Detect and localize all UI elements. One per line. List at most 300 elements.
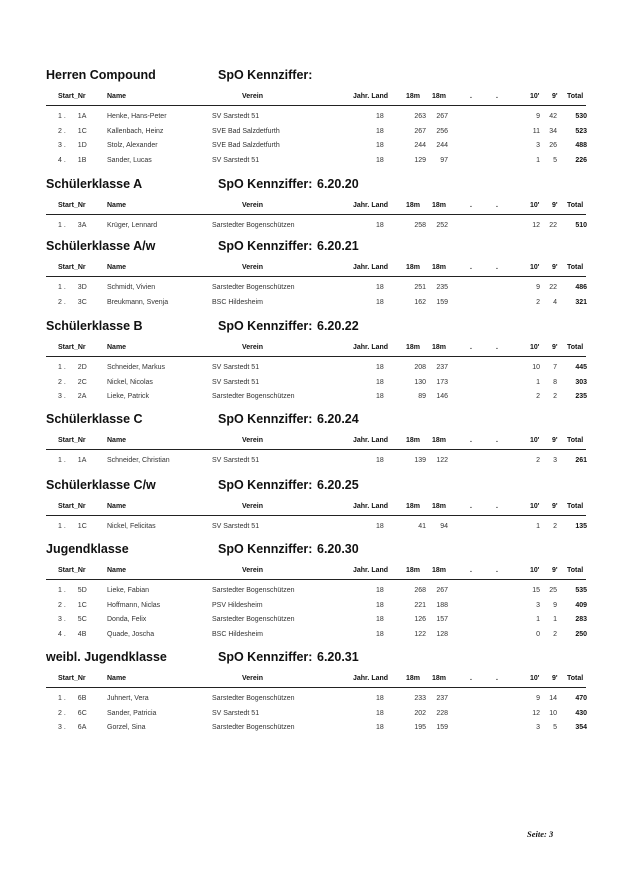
spo-code: 6.20.30: [317, 542, 359, 556]
score-18m-b: 228: [436, 709, 448, 717]
header-9: 9': [552, 567, 558, 574]
score-18m-a: 244: [414, 142, 426, 149]
start-nr: 1C: [77, 601, 87, 609]
rank-number: 1 .: [58, 523, 66, 530]
spo-label: SpO Kennziffer:: [218, 412, 313, 426]
header-jahr-land: [353, 93, 388, 100]
start-nr: 1C: [77, 127, 87, 135]
club: Sarstedter Bogenschützen: [212, 695, 295, 702]
spo-code: 6.20.21: [317, 239, 359, 253]
score-18m-a: 139: [414, 457, 426, 464]
club: Sarstedter Bogenschützen: [212, 587, 295, 594]
header-divider: [46, 579, 586, 580]
count-9: 22: [549, 284, 557, 291]
table-row: [0, 364, 620, 379]
rank-number: 3 .: [58, 393, 66, 400]
count-10: 3: [536, 724, 540, 731]
total-score: 486: [575, 284, 587, 291]
table-row: [0, 284, 620, 299]
land: 18: [376, 601, 384, 609]
column-header: [0, 202, 620, 212]
land: 18: [376, 724, 384, 731]
header-divider: [46, 515, 586, 516]
count-10: 1: [536, 616, 540, 623]
header-dot-2: .: [496, 503, 498, 510]
header-total: Total: [567, 202, 584, 209]
results-table: [0, 113, 620, 171]
rank-number: 1 .: [58, 284, 66, 291]
header-jahr-land: [353, 264, 388, 271]
count-9: 25: [549, 587, 557, 594]
athlete-name: Nickel, Nicolas: [107, 378, 153, 386]
start-nr: 6B: [77, 695, 87, 702]
header-land: Land: [371, 264, 389, 271]
start-nr: 3D: [77, 284, 87, 291]
table-row: [0, 128, 620, 143]
header-name: Name: [107, 202, 127, 209]
score-18m-b: 237: [436, 364, 448, 371]
rank-number: 2 .: [58, 378, 66, 386]
column-header: [0, 437, 620, 447]
score-18m-b: 97: [440, 156, 448, 164]
club: SV Sarstedt 51: [212, 364, 260, 371]
score-18m-a: 41: [418, 523, 426, 530]
club: SV Sarstedt 51: [212, 457, 260, 464]
club: Sarstedter Bogenschützen: [212, 222, 295, 229]
header-18m-b: 18m: [432, 437, 447, 444]
header-dot-1: .: [470, 264, 472, 271]
header-divider: [46, 687, 586, 688]
total-score: 250: [575, 630, 587, 638]
column-header: [0, 344, 620, 354]
column-header: [0, 567, 620, 577]
rank: [58, 157, 86, 164]
results-table: [0, 457, 620, 472]
start-nr: 5C: [77, 616, 87, 623]
count-10: 3: [536, 142, 540, 149]
header-10: 10': [530, 437, 540, 444]
score-18m-b: 235: [436, 284, 448, 291]
athlete-name: Schmidt, Vivien: [107, 284, 156, 291]
rank-number: 1 .: [58, 364, 66, 371]
table-row: [0, 393, 620, 408]
start-nr: 5D: [77, 587, 87, 594]
athlete-name: Nickel, Felicitas: [107, 523, 156, 530]
header-total: Total: [567, 344, 584, 351]
land: 18: [376, 156, 384, 164]
header-divider: [46, 276, 586, 277]
athlete-name: Juhnert, Vera: [107, 695, 149, 702]
header-jahr: Jahr.: [353, 93, 370, 100]
spo-code: 6.20.25: [317, 478, 359, 492]
header-10: 10': [530, 675, 540, 682]
club: Sarstedter Bogenschützen: [212, 616, 295, 623]
header-verein: Verein: [242, 264, 264, 271]
total-score: 261: [575, 457, 587, 464]
header-dot-2: .: [496, 93, 498, 100]
header-jahr: Jahr.: [353, 503, 370, 510]
land: 18: [376, 695, 384, 702]
score-18m-b: 159: [436, 724, 448, 731]
class-title: Schülerklasse B: [46, 319, 143, 333]
header-9: 9': [552, 503, 558, 510]
header-verein: Verein: [242, 93, 264, 100]
header-18m-a: 18m: [406, 567, 421, 574]
score-18m-b: 256: [436, 127, 448, 135]
page-number: Seite: 3: [527, 829, 554, 839]
rank: [58, 616, 87, 623]
score-18m-b: 267: [436, 587, 448, 594]
total-score: 135: [575, 523, 587, 530]
rank: [58, 393, 86, 400]
rank: [58, 113, 86, 120]
score-18m-a: 126: [414, 616, 426, 623]
rank: [58, 142, 87, 149]
header-18m-b: 18m: [432, 93, 447, 100]
score-18m-b: 252: [436, 222, 448, 229]
results-table: [0, 587, 620, 645]
results-table: [0, 523, 620, 538]
athlete-name: Quade, Joscha: [107, 630, 155, 638]
score-18m-a: 122: [414, 630, 426, 638]
header-jahr-land: [353, 437, 388, 444]
header-land: Land: [371, 202, 389, 209]
score-18m-a: 263: [414, 113, 426, 120]
header-dot-2: .: [496, 437, 498, 444]
count-10: 12: [532, 709, 540, 717]
count-10: 1: [536, 378, 540, 386]
club: PSV Hildesheim: [212, 601, 263, 609]
header-10: 10': [530, 264, 540, 271]
header-divider: [46, 449, 586, 450]
rank: [58, 695, 86, 702]
header-name: Name: [107, 437, 127, 444]
club: Sarstedter Bogenschützen: [212, 393, 295, 400]
rank: [58, 724, 86, 731]
spo-code: 6.20.24: [317, 412, 359, 426]
column-header: [0, 264, 620, 274]
rank-number: 1 .: [58, 113, 66, 120]
header-land: Land: [371, 437, 389, 444]
rank: [58, 379, 87, 386]
total-score: 510: [575, 222, 587, 229]
header-18m-b: 18m: [432, 344, 447, 351]
count-9: 22: [549, 222, 557, 229]
header-start-nr: Start_Nr: [58, 567, 86, 574]
athlete-name: Schneider, Christian: [107, 457, 170, 464]
total-score: 523: [575, 127, 587, 135]
header-jahr-land: [353, 344, 388, 351]
start-nr: 2C: [77, 378, 87, 386]
header-start-nr: Start_Nr: [58, 503, 86, 510]
header-9: 9': [552, 344, 558, 351]
count-9: 34: [549, 127, 557, 135]
header-18m-a: 18m: [406, 264, 421, 271]
count-10: 9: [536, 113, 540, 120]
header-dot-1: .: [470, 93, 472, 100]
land: 18: [376, 127, 384, 135]
header-jahr: Jahr.: [353, 437, 370, 444]
table-row: [0, 157, 620, 172]
header-18m-b: 18m: [432, 264, 447, 271]
athlete-name: Gorzel, Sina: [107, 724, 146, 731]
header-divider: [46, 214, 586, 215]
club: BSC Hildesheim: [212, 298, 263, 306]
club: SV Sarstedt 51: [212, 113, 260, 120]
header-dot-2: .: [496, 344, 498, 351]
score-18m-b: 267: [436, 113, 448, 120]
score-18m-b: 188: [436, 601, 448, 609]
land: 18: [376, 709, 384, 717]
header-9: 9': [552, 264, 558, 271]
count-10: 10: [532, 364, 540, 371]
total-score: 430: [575, 709, 587, 717]
header-verein: Verein: [242, 437, 264, 444]
start-nr: 1B: [77, 156, 87, 164]
land: 18: [376, 393, 384, 400]
club: Sarstedter Bogenschützen: [212, 724, 295, 731]
class-title: Jugendklasse: [46, 542, 129, 556]
header-land: Land: [371, 503, 389, 510]
rank: [58, 299, 87, 306]
rank-number: 2 .: [58, 298, 66, 306]
header-verein: Verein: [242, 202, 264, 209]
club: SV Sarstedt 51: [212, 378, 260, 386]
header-name: Name: [107, 503, 127, 510]
count-10: 15: [532, 587, 540, 594]
header-name: Name: [107, 567, 127, 574]
class-title: Schülerklasse A/w: [46, 239, 156, 253]
total-score: 354: [575, 724, 587, 731]
athlete-name: Sander, Patricia: [107, 709, 157, 717]
athlete-name: Lieke, Fabian: [107, 587, 150, 594]
table-row: [0, 142, 620, 157]
header-start-nr: Start_Nr: [58, 264, 86, 271]
rank-number: 3 .: [58, 616, 66, 623]
score-18m-a: 162: [414, 298, 426, 306]
header-18m-b: 18m: [432, 567, 447, 574]
count-9: 5: [553, 156, 557, 164]
total-score: 283: [575, 616, 587, 623]
header-dot-1: .: [470, 567, 472, 574]
table-row: [0, 299, 620, 314]
class-title: Herren Compound: [46, 68, 156, 82]
header-land: Land: [371, 567, 389, 574]
class-title: Schülerklasse C: [46, 412, 143, 426]
header-verein: Verein: [242, 344, 264, 351]
header-jahr-land: [353, 202, 388, 209]
header-total: Total: [567, 437, 584, 444]
athlete-name: Hoffmann, Niclas: [107, 601, 161, 609]
header-divider: [46, 356, 586, 357]
land: 18: [376, 284, 384, 291]
club: SV Sarstedt 51: [212, 523, 260, 530]
score-18m-b: 237: [436, 695, 448, 702]
header-10: 10': [530, 93, 540, 100]
rank: [58, 364, 87, 371]
rank: [58, 523, 87, 530]
column-header: [0, 675, 620, 685]
count-9: 14: [549, 695, 557, 702]
score-18m-a: 129: [414, 156, 426, 164]
spo-code: 6.20.22: [317, 319, 359, 333]
header-name: Name: [107, 344, 127, 351]
count-10: 2: [536, 457, 540, 464]
athlete-name: Kallenbach, Heinz: [107, 127, 164, 135]
table-row: [0, 710, 620, 725]
rank: [58, 222, 86, 229]
header-dot-1: .: [470, 437, 472, 444]
land: 18: [376, 222, 384, 229]
total-score: 409: [575, 601, 587, 609]
total-score: 303: [575, 378, 587, 386]
spo-code: 6.20.31: [317, 650, 359, 664]
start-nr: 1A: [77, 457, 87, 464]
header-dot-2: .: [496, 202, 498, 209]
results-table: [0, 364, 620, 408]
land: 18: [376, 142, 384, 149]
count-10: 9: [536, 284, 540, 291]
spo-label: SpO Kennziffer:: [218, 650, 313, 664]
start-nr: 2D: [77, 364, 87, 371]
rank-number: 4 .: [58, 630, 66, 638]
start-nr: 1D: [77, 142, 87, 149]
results-table: [0, 695, 620, 739]
athlete-name: Lieke, Patrick: [107, 393, 150, 400]
rank-number: 2 .: [58, 127, 66, 135]
score-18m-a: 130: [414, 378, 426, 386]
rank-number: 1 .: [58, 222, 66, 229]
header-total: Total: [567, 93, 584, 100]
header-jahr: Jahr.: [353, 675, 370, 682]
header-total: Total: [567, 264, 584, 271]
start-nr: 2A: [77, 393, 87, 400]
count-10: 3: [536, 601, 540, 609]
athlete-name: Breukmann, Svenja: [107, 298, 169, 306]
table-row: [0, 379, 620, 394]
table-row: [0, 616, 620, 631]
header-10: 10': [530, 567, 540, 574]
start-nr: 1C: [77, 523, 87, 530]
header-total: Total: [567, 567, 584, 574]
rank-number: 1 .: [58, 587, 66, 594]
header-divider: [46, 105, 586, 106]
spo-label: SpO Kennziffer:: [218, 478, 313, 492]
count-10: 1: [536, 156, 540, 164]
start-nr: 3A: [77, 222, 87, 229]
header-10: 10': [530, 202, 540, 209]
count-10: 12: [532, 222, 540, 229]
athlete-name: Stolz, Alexander: [107, 142, 158, 149]
spo-label: SpO Kennziffer:: [218, 542, 313, 556]
table-row: [0, 602, 620, 617]
table-row: [0, 631, 620, 646]
land: 18: [376, 587, 384, 594]
score-18m-a: 233: [414, 695, 426, 702]
header-jahr: Jahr.: [353, 264, 370, 271]
header-land: Land: [371, 344, 389, 351]
spo-code: 6.20.20: [317, 177, 359, 191]
table-row: [0, 222, 620, 237]
column-header: [0, 93, 620, 103]
header-name: Name: [107, 264, 127, 271]
score-18m-b: 159: [436, 298, 448, 306]
header-jahr: Jahr.: [353, 344, 370, 351]
header-dot-2: .: [496, 264, 498, 271]
count-9: 9: [553, 601, 557, 609]
header-10: 10': [530, 344, 540, 351]
header-jahr: Jahr.: [353, 567, 370, 574]
rank-number: 3 .: [58, 142, 66, 149]
score-18m-a: 251: [414, 284, 426, 291]
score-18m-b: 244: [436, 142, 448, 149]
land: 18: [376, 364, 384, 371]
header-18m-b: 18m: [432, 503, 447, 510]
header-start-nr: Start_Nr: [58, 93, 86, 100]
start-nr: 1A: [77, 113, 87, 120]
rank: [58, 457, 86, 464]
score-18m-a: 267: [414, 127, 426, 135]
count-9: 2: [553, 523, 557, 530]
land: 18: [376, 523, 384, 530]
header-land: Land: [371, 675, 389, 682]
header-9: 9': [552, 93, 558, 100]
header-jahr-land: [353, 503, 388, 510]
column-header: [0, 503, 620, 513]
rank: [58, 284, 87, 291]
rank-number: 2 .: [58, 601, 66, 609]
count-9: 10: [549, 709, 557, 717]
table-row: [0, 457, 620, 472]
club: SVE Bad Salzdetfurth: [212, 142, 280, 149]
header-18m-b: 18m: [432, 675, 447, 682]
rank: [58, 602, 87, 609]
header-dot-1: .: [470, 202, 472, 209]
header-dot-2: .: [496, 567, 498, 574]
total-score: 226: [575, 156, 587, 164]
rank: [58, 587, 87, 594]
header-total: Total: [567, 675, 584, 682]
header-dot-2: .: [496, 675, 498, 682]
total-score: 530: [575, 113, 587, 120]
rank-number: 1 .: [58, 695, 66, 702]
count-10: 11: [532, 127, 540, 135]
header-18m-a: 18m: [406, 437, 421, 444]
score-18m-a: 202: [414, 709, 426, 717]
header-total: Total: [567, 503, 584, 510]
land: 18: [376, 630, 384, 638]
table-row: [0, 695, 620, 710]
score-18m-b: 128: [436, 630, 448, 638]
count-9: 3: [553, 457, 557, 464]
total-score: 321: [575, 298, 587, 306]
land: 18: [376, 457, 384, 464]
table-row: [0, 113, 620, 128]
count-10: 2: [536, 298, 540, 306]
score-18m-a: 258: [414, 222, 426, 229]
rank: [58, 710, 87, 717]
count-9: 1: [553, 616, 557, 623]
score-18m-b: 173: [436, 378, 448, 386]
land: 18: [376, 616, 384, 623]
score-18m-b: 146: [436, 393, 448, 400]
header-start-nr: Start_Nr: [58, 675, 86, 682]
count-9: 2: [553, 393, 557, 400]
header-start-nr: Start_Nr: [58, 344, 86, 351]
count-10: 0: [536, 630, 540, 638]
results-table: [0, 284, 620, 313]
header-verein: Verein: [242, 567, 264, 574]
